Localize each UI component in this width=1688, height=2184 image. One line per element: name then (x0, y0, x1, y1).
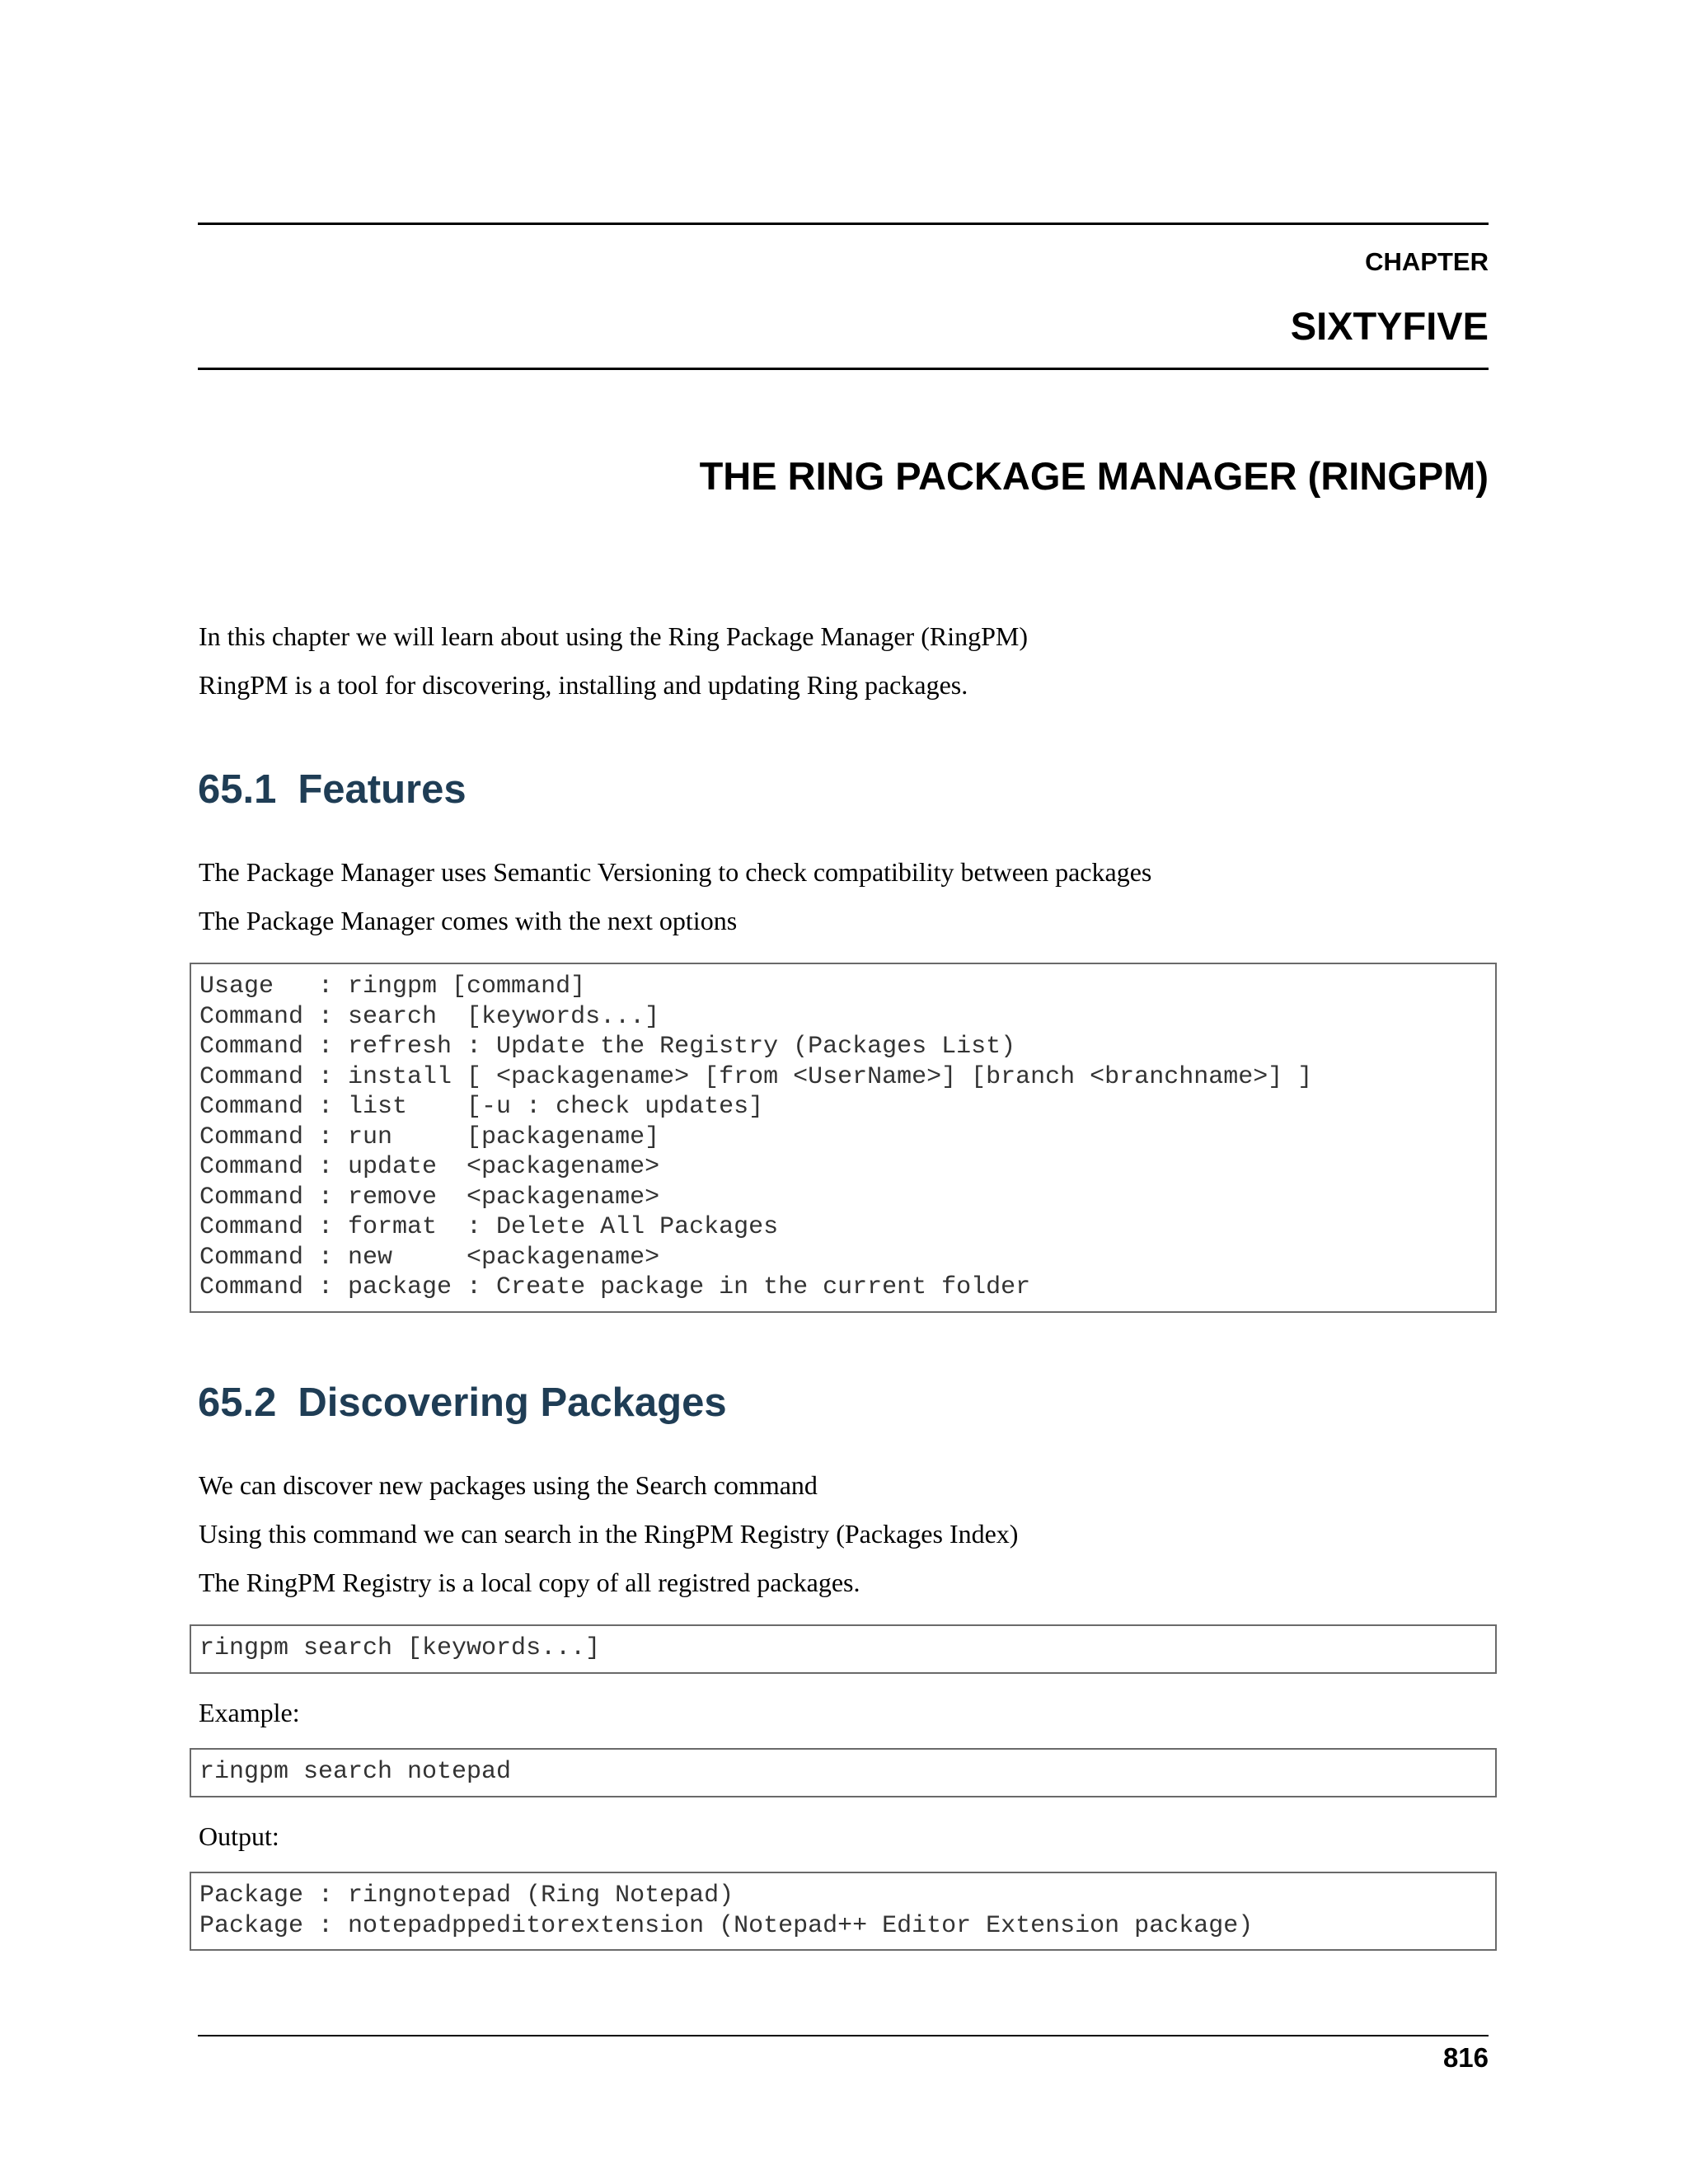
footer-rule (198, 2035, 1489, 2036)
discovering-paragraph-2: Using this command we can search in the RingPM Registry (Packages Index) (199, 1519, 1019, 1549)
code-line: Command : format : Delete All Packages (199, 1213, 779, 1241)
code-line: Command : refresh : Update the Registry (Packages List) (199, 1033, 1016, 1061)
section-title: Discovering Packages (298, 1380, 727, 1425)
intro-paragraph-2: RingPM is a tool for discovering, installing and updating Ring packages. (199, 670, 968, 700)
search-syntax-code-block (190, 1624, 1497, 1674)
chapter-title: THE RING PACKAGE MANAGER (RINGPM) (699, 454, 1489, 498)
chapter-label: CHAPTER (1365, 247, 1489, 276)
header-rule-bottom (198, 368, 1489, 370)
code-line: Command : remove <packagename> (199, 1183, 660, 1212)
code-line: Usage : ringpm [command] (199, 972, 586, 1001)
code-line: Command : package : Create package in the current folder (199, 1273, 1031, 1301)
example-label: Example: (199, 1698, 300, 1727)
code-line: Command : list [-u : check updates] (199, 1093, 764, 1121)
code-line: Command : run [packagename] (199, 1122, 660, 1151)
output-label: Output: (199, 1821, 279, 1851)
example-code-block (190, 1748, 1497, 1797)
discovering-paragraph-3: The RingPM Registry is a local copy of all registred packages. (199, 1568, 860, 1597)
code-line: Command : new <packagename> (199, 1243, 660, 1272)
code-line: Command : install [ <packagename> [from <UserName>] [branch <branchname>] ] (199, 1062, 1313, 1091)
output-code-block (190, 1872, 1497, 1951)
header-rule-top (198, 223, 1489, 225)
section-heading-features (198, 766, 467, 813)
section-number: 65.1 (198, 767, 277, 812)
code-line: ringpm search notepad (199, 1758, 512, 1786)
code-line: Command : update <packagename> (199, 1153, 660, 1181)
section-number: 65.2 (198, 1380, 277, 1425)
section-heading-discovering-packages (198, 1380, 727, 1426)
code-line: ringpm search [keywords...] (199, 1634, 601, 1662)
page-number: 816 (1442, 2042, 1489, 2073)
chapter-number: SIXTYFIVE (1290, 304, 1489, 348)
code-line: Package : notepadppeditorextension (Notepad++ Editor Extension package) (199, 1911, 1254, 1940)
discovering-paragraph-1: We can discover new packages using the Search command (199, 1470, 818, 1500)
features-paragraph-1: The Package Manager uses Semantic Versioning to check compatibility between packages (199, 857, 1152, 887)
options-code-block (190, 963, 1497, 1313)
section-title: Features (298, 767, 467, 812)
code-line: Package : ringnotepad (Ring Notepad) (199, 1882, 734, 1910)
features-paragraph-2: The Package Manager comes with the next options (199, 906, 738, 935)
code-line: Command : search [keywords...] (199, 1002, 660, 1031)
intro-paragraph-1: In this chapter we will learn about using the Ring Package Manager (RingPM) (199, 621, 1028, 651)
